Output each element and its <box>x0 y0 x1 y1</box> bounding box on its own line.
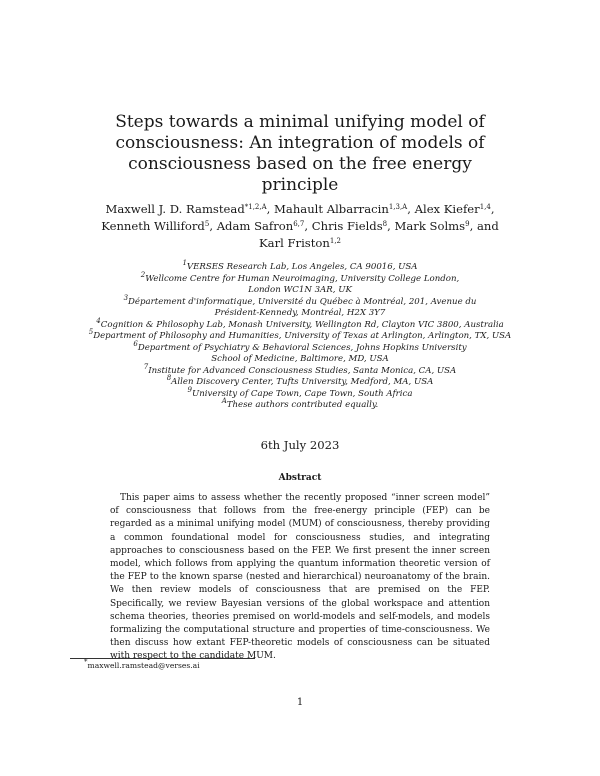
affiliation: $^2$Wellcome Centre for Human Neuroimaging, University College London, <box>140 270 460 284</box>
author-affiliation-marks: 6,7 <box>293 220 305 228</box>
author-affiliation-marks: 5 <box>204 220 210 228</box>
footnote-rule <box>70 658 255 659</box>
affiliation: $^5$Department of Philosophy and Humanities, University of Texas at Arlington, Arlington, TX, USA <box>88 328 512 341</box>
affiliation: $^8$Allen Discovery Center, Tufts University, Medford, MA, USA <box>166 374 434 387</box>
affiliation: $^7$Institute for Advanced Consciousness Studies, Santa Monica, CA, USA <box>143 362 457 376</box>
author: Karl Friston$^{1,2}$ <box>259 236 341 250</box>
paper-title: Steps towards a minimal unifying model of consciousness: An integration of models of consciousness based on the free energy principle <box>115 112 485 195</box>
corresponding-email-footnote: *maxwell.ramstead@verses.ai <box>84 658 200 670</box>
author: Mahault Albarracin$^{1,3,A}$, <box>274 202 411 216</box>
affiliation: $^4$Cognition & Philosophy Lab, Monash University, Wellington Rd, Clayton VIC 3800, Australia <box>96 316 504 330</box>
author-affiliation-marks: 1,3,A <box>388 203 408 211</box>
author: Chris Fields$^8$, <box>311 219 391 233</box>
author-affiliation-marks: 1,2 <box>329 237 341 245</box>
affiliation-continued: School of Medicine, Baltimore, MD, USA <box>211 354 389 364</box>
page-number: 1 <box>296 697 304 708</box>
affiliation-continued: London WC1N 3AR, UK <box>248 285 352 295</box>
author: Kenneth Williford$^5$, <box>101 219 213 233</box>
author-affiliation-marks: *1,2,A <box>244 203 267 211</box>
affiliation: $^3$Département d'informatique, Université du Québec à Montréal, 201, Avenue du <box>123 293 477 307</box>
author: Maxwell J. D. Ramstead$^{*1,2,A}$, <box>105 202 271 216</box>
author-affiliation-marks: 1,4 <box>479 203 491 211</box>
affiliation: $^9$University of Cape Town, Cape Town, South Africa <box>187 385 413 399</box>
author-list <box>78 201 522 252</box>
publication-date: 6th July 2023 <box>260 438 340 452</box>
abstract-text: This paper aims to assess whether the recently proposed “inner screen model” of consciousness that follows from the free-energy principle (FEP) can be regarded as a minimal unifying model (MUM) of consciousness, thereby providing a common foundational model for consciousness studies, and integrating approaches to consciousness based on the FEP. We first present the inner screen model, which follows from applying the quantum information theoretic version of the FEP to the known sparse (nested and hierarchical) neuroanatomy of the brain. We then review models of consciousness that are premised on the FEP. Specifically, we review Bayesian versions of the global workspace and attention schema theories, theories premised on world-models and self-models, and models formalizing the computational structure and properties of time-consciousness. We then discuss how extant FEP-theoretic models of consciousness can be situated with respect to the candidate MUM. <box>110 493 490 662</box>
affiliation: $^6$Department of Psychiatry & Behavioral Sciences, Johns Hopkins University <box>133 339 467 353</box>
author-affiliation-marks: 9 <box>465 220 470 228</box>
author: Mark Solms$^9$, and <box>394 219 499 233</box>
author: Adam Safron$^{6,7}$, <box>216 219 309 233</box>
abstract-heading: Abstract <box>278 473 322 483</box>
author: Alex Kiefer$^{1,4}$, <box>414 202 495 216</box>
affiliation: $^1$VERSES Research Lab, Los Angeles, CA 90016, USA <box>182 259 418 272</box>
affiliation-continued: Président-Kennedy, Montréal, H2X 3Y7 <box>214 308 386 318</box>
equal-contribution-note: $^A$These authors contributed equally. <box>221 397 379 410</box>
affiliation-list <box>60 259 540 412</box>
author-affiliation-marks: 8 <box>382 220 388 228</box>
